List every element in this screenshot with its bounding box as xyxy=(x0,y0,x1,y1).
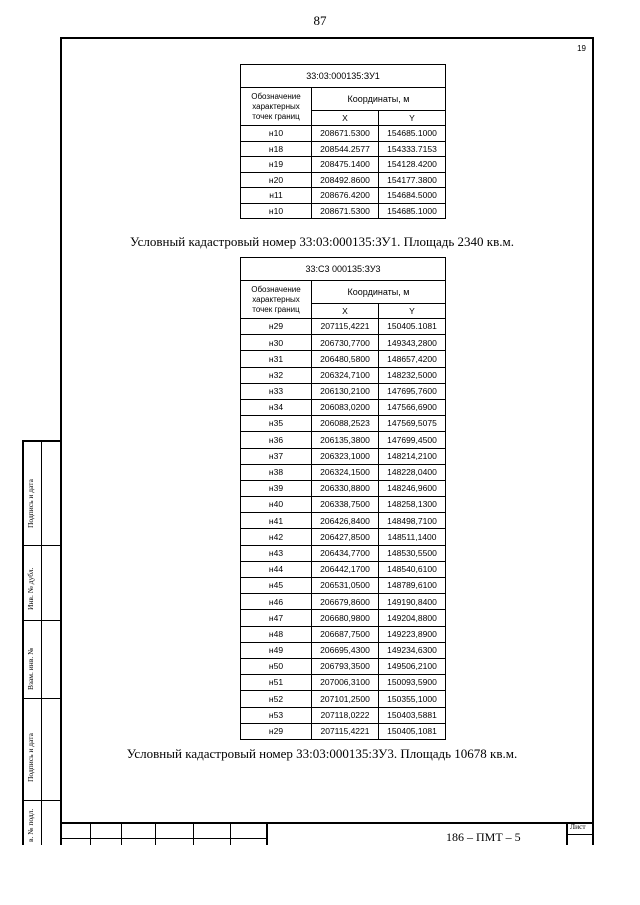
y-cell: 149343,2800 xyxy=(379,335,446,351)
point-cell: н10 xyxy=(241,126,312,142)
x-cell: 206338,7500 xyxy=(312,497,379,513)
point-cell: н50 xyxy=(241,658,312,674)
y-cell: 154685.1000 xyxy=(379,203,446,219)
x-cell: 206130,2100 xyxy=(312,383,379,399)
point-cell: н37 xyxy=(241,448,312,464)
table-row xyxy=(241,464,446,480)
x-cell: 206480,5800 xyxy=(312,351,379,367)
table-row xyxy=(241,642,446,658)
point-cell: н46 xyxy=(241,594,312,610)
sheet-corner-number: 19 xyxy=(577,44,586,53)
x-cell: 206135,3800 xyxy=(312,432,379,448)
table-title: 33:03:000135:ЗУ1 xyxy=(241,65,446,88)
sheet-label: Лист xyxy=(570,822,586,831)
table-row xyxy=(241,513,446,529)
table-row xyxy=(241,561,446,577)
table-row xyxy=(241,675,446,691)
x-cell: 206695,4300 xyxy=(312,642,379,658)
table-row xyxy=(241,610,446,626)
table-row xyxy=(241,578,446,594)
y-cell: 147566,6900 xyxy=(379,399,446,415)
point-cell: н39 xyxy=(241,480,312,496)
table-row xyxy=(241,658,446,674)
y-cell: 148498,7100 xyxy=(379,513,446,529)
x-cell: 208544.2577 xyxy=(312,141,379,157)
y-cell: 154684.5000 xyxy=(379,188,446,204)
y-column-header: Y xyxy=(379,304,446,319)
x-cell: 208671.5300 xyxy=(312,203,379,219)
coordinates-header: Координаты, м xyxy=(312,88,446,111)
caption-zu3: Условный кадастровый номер 33:03:000135:ЗУ3. Площадь 10678 кв.м. xyxy=(126,746,518,761)
table-row xyxy=(241,319,446,335)
y-cell: 148511,1400 xyxy=(379,529,446,545)
binding-margin xyxy=(22,440,60,845)
point-cell: н30 xyxy=(241,335,312,351)
point-cell: н42 xyxy=(241,529,312,545)
y-cell: 148540,6100 xyxy=(379,561,446,577)
table-row xyxy=(241,448,446,464)
sidebar-label: в. № подл. xyxy=(26,808,35,842)
y-cell: 150355,1000 xyxy=(379,691,446,707)
y-cell: 149204,8800 xyxy=(379,610,446,626)
document-code: 186 – ПМТ – 5 xyxy=(446,830,521,844)
point-cell: н47 xyxy=(241,610,312,626)
x-cell: 206687,7500 xyxy=(312,626,379,642)
point-cell: н35 xyxy=(241,416,312,432)
x-cell: 207101,2500 xyxy=(312,691,379,707)
y-cell: 147569,5075 xyxy=(379,416,446,432)
y-cell: 149506,2100 xyxy=(379,658,446,674)
point-cell: н34 xyxy=(241,399,312,415)
table-row xyxy=(241,432,446,448)
y-column-header: Y xyxy=(379,111,446,126)
x-cell: 206679,8600 xyxy=(312,594,379,610)
y-cell: 149234,6300 xyxy=(379,642,446,658)
table-row xyxy=(241,691,446,707)
point-cell: н53 xyxy=(241,707,312,723)
coordinates-header: Координаты, м xyxy=(312,281,446,304)
x-cell: 206427,8500 xyxy=(312,529,379,545)
y-cell: 147699,4500 xyxy=(379,432,446,448)
point-cell: н11 xyxy=(241,188,312,204)
y-cell: 149223,8900 xyxy=(379,626,446,642)
sidebar-label: Инв. № дубл. xyxy=(26,567,35,610)
x-cell: 206324,7100 xyxy=(312,367,379,383)
point-column-header: Обозначение характерных точек границ xyxy=(241,88,312,126)
table-row xyxy=(241,172,446,188)
table-title: 33:С3 000135:ЗУ3 xyxy=(241,258,446,281)
table-row xyxy=(241,351,446,367)
y-cell: 148232,5000 xyxy=(379,367,446,383)
table-row xyxy=(241,480,446,496)
table-row xyxy=(241,141,446,157)
x-cell: 206426,8400 xyxy=(312,513,379,529)
x-cell: 206680,9800 xyxy=(312,610,379,626)
table-row xyxy=(241,157,446,173)
table-row xyxy=(241,723,446,739)
caption-zu1: Условный кадастровый номер 33:03:000135:ЗУ1. Площадь 2340 кв.м. xyxy=(130,234,514,249)
x-cell: 206793,3500 xyxy=(312,658,379,674)
x-cell: 208671.5300 xyxy=(312,126,379,142)
x-cell: 208676.4200 xyxy=(312,188,379,204)
table-row xyxy=(241,188,446,204)
y-cell: 148530,5500 xyxy=(379,545,446,561)
table-row xyxy=(241,335,446,351)
table-row xyxy=(241,707,446,723)
table-body xyxy=(241,319,446,740)
point-cell: н29 xyxy=(241,319,312,335)
x-cell: 206088,2523 xyxy=(312,416,379,432)
point-cell: н45 xyxy=(241,578,312,594)
x-cell: 207006,3100 xyxy=(312,675,379,691)
table-body xyxy=(241,126,446,219)
point-cell: н31 xyxy=(241,351,312,367)
point-cell: н38 xyxy=(241,464,312,480)
point-cell: н10 xyxy=(241,203,312,219)
y-cell: 154333.7153 xyxy=(379,141,446,157)
point-cell: н40 xyxy=(241,497,312,513)
y-cell: 149190,8400 xyxy=(379,594,446,610)
y-cell: 150405.1081 xyxy=(379,319,446,335)
y-cell: 148214,2100 xyxy=(379,448,446,464)
sidebar-label: Взам. инв. № xyxy=(26,647,35,690)
point-cell: н49 xyxy=(241,642,312,658)
point-cell: н18 xyxy=(241,141,312,157)
point-cell: н20 xyxy=(241,172,312,188)
point-cell: н36 xyxy=(241,432,312,448)
point-cell: н29 xyxy=(241,723,312,739)
table-row xyxy=(241,399,446,415)
y-cell: 154128.4200 xyxy=(379,157,446,173)
coordinates-table-zu3 xyxy=(240,257,446,740)
x-column-header: X xyxy=(312,111,379,126)
sidebar-label: Подпись и дата xyxy=(26,479,35,528)
point-cell: н48 xyxy=(241,626,312,642)
y-cell: 148789,6100 xyxy=(379,578,446,594)
point-cell: н44 xyxy=(241,561,312,577)
page-number: 87 xyxy=(313,13,327,28)
y-cell: 150093,5900 xyxy=(379,675,446,691)
y-cell: 148258,1300 xyxy=(379,497,446,513)
y-cell: 150405,1081 xyxy=(379,723,446,739)
table-row xyxy=(241,126,446,142)
table-row xyxy=(241,626,446,642)
coordinates-table-zu1 xyxy=(240,64,446,219)
point-cell: н41 xyxy=(241,513,312,529)
y-cell: 154685.1000 xyxy=(379,126,446,142)
y-cell: 148228,0400 xyxy=(379,464,446,480)
table-row xyxy=(241,367,446,383)
x-cell: 206324,1500 xyxy=(312,464,379,480)
x-cell: 206323,1000 xyxy=(312,448,379,464)
x-cell: 207118,0222 xyxy=(312,707,379,723)
sidebar-label: Подпись и дата xyxy=(26,733,35,782)
table-row xyxy=(241,383,446,399)
x-cell: 206434,7700 xyxy=(312,545,379,561)
table-row xyxy=(241,545,446,561)
y-cell: 147695,7600 xyxy=(379,383,446,399)
y-cell: 150403,5881 xyxy=(379,707,446,723)
y-cell: 148657,4200 xyxy=(379,351,446,367)
table-row xyxy=(241,497,446,513)
point-cell: н33 xyxy=(241,383,312,399)
x-cell: 206531,0500 xyxy=(312,578,379,594)
x-cell: 206330,8800 xyxy=(312,480,379,496)
x-cell: 206083,0200 xyxy=(312,399,379,415)
x-cell: 208475.1400 xyxy=(312,157,379,173)
point-cell: н32 xyxy=(241,367,312,383)
point-cell: н19 xyxy=(241,157,312,173)
table-row xyxy=(241,529,446,545)
point-column-header: Обозначение характерных точек границ xyxy=(241,281,312,319)
table-row xyxy=(241,594,446,610)
x-cell: 208492.8600 xyxy=(312,172,379,188)
x-cell: 207115,4221 xyxy=(312,723,379,739)
y-cell: 154177.3800 xyxy=(379,172,446,188)
x-cell: 207115,4221 xyxy=(312,319,379,335)
table-row xyxy=(241,203,446,219)
x-column-header: X xyxy=(312,304,379,319)
y-cell: 148246,9600 xyxy=(379,480,446,496)
point-cell: н43 xyxy=(241,545,312,561)
x-cell: 206442,1700 xyxy=(312,561,379,577)
table-row xyxy=(241,416,446,432)
point-cell: н52 xyxy=(241,691,312,707)
x-cell: 206730,7700 xyxy=(312,335,379,351)
point-cell: н51 xyxy=(241,675,312,691)
